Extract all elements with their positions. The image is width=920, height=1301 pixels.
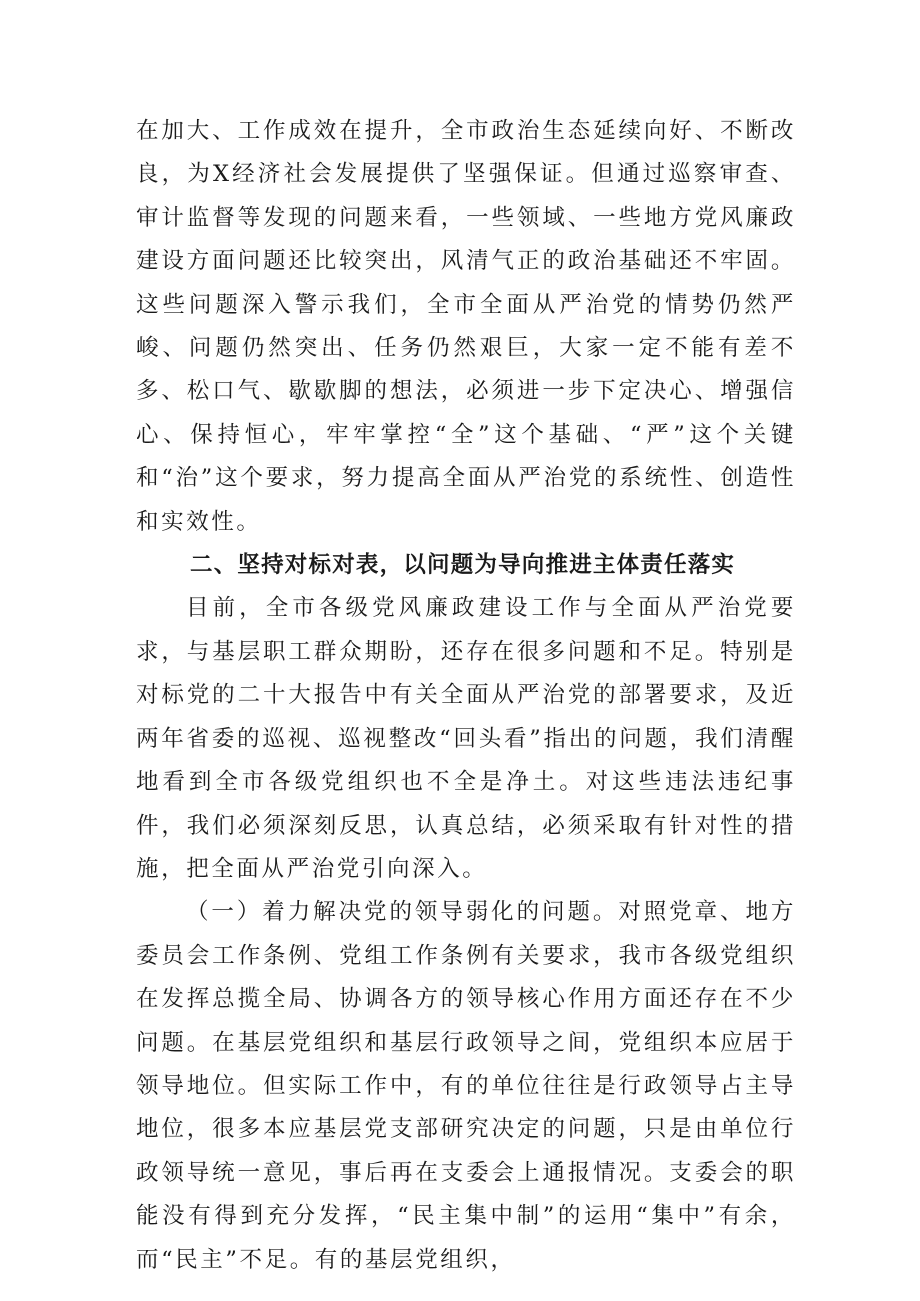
document-page (136, 110, 796, 1282)
body-paragraph-3: （一）着力解决党的领导弱化的问题。对照党章、地方委员会工作条例、党组工作条例有关要求，我市各级党组织在发挥总揽全局、协调各方的领导核心作用方面还存在不少问题。在基层党组织和基层行政领导之间，党组织本应居于领导地位。但实际工作中，有的单位往往是行政领导占主导地位，很多本应基层党支部研究决定的问题，只是由单位行政领导统一意见，事后再在支委会上通报情况。支委会的职能没有得到充分发挥，“民主集中制”的运用“集中”有余，而“民主”不足。有的基层党组织， (136, 899, 796, 1273)
body-paragraph-1: 在加大、工作成效在提升，全市政治生态延续向好、不断改良，为X经济社会发展提供了坚强保证。但通过巡察审查、审计监督等发现的问题来看，一些领域、一些地方党风廉政建设方面问题还比较突出，风清气正的政治基础还不牢固。这些问题深入警示我们，全市全面从严治党的情势仍然严峻、问题仍然突出、任务仍然艰巨，大家一定不能有差不多、松口气、歇歇脚的想法，必须进一步下定决心、增强信心、保持恒心，牢牢掌控“全”这个基础、“严”这个关键和“治”这个要求，努力提高全面从严治党的系统性、创造性和实效性。 (136, 118, 796, 535)
section-heading-2: 二、坚持对标对表，以问题为导向推进主体责任落实 (190, 552, 736, 579)
body-paragraph-2: 目前，全市各级党风廉政建设工作与全面从严治党要求，与基层职工群众期盼，还存在很多问题和不足。特别是对标党的二十大报告中有关全面从严治党的部署要求，及近两年省委的巡视、巡视整改“回头看”指出的问题，我们清醒地看到全市各级党组织也不全是净土。对这些违法违纪事件，我们必须深刻反思，认真总结，必须采取有针对性的措施，把全面从严治党引向深入。 (136, 595, 796, 882)
